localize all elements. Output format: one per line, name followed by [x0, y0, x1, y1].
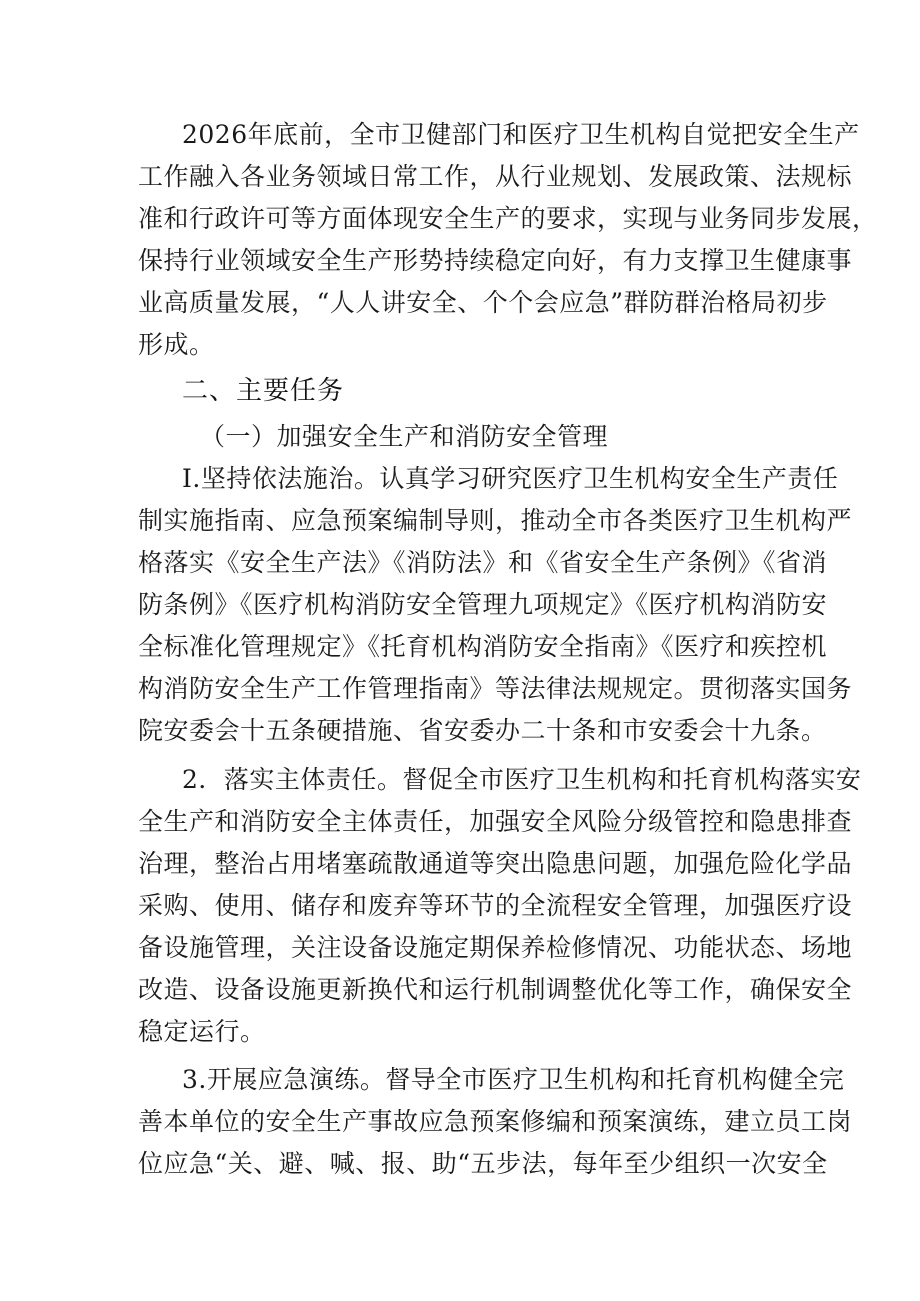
text-line: 防条例》《医疗机构消防安全管理九项规定》《医疗机构消防安	[138, 590, 828, 619]
section-heading: 二、主要任务	[182, 376, 345, 406]
text-line: 保持行业领域安全生产形势持续稳定向好，有力支撑卫生健康事	[138, 246, 853, 275]
subsection-heading: （一）加强安全生产和消防安全管理	[200, 422, 609, 451]
text-line: 位应急“关、避、喊、报、助“五步法，每年至少组织一次安全	[138, 1149, 828, 1178]
text-line: 形成。	[138, 330, 215, 359]
text-line: 治理，整治占用堵塞疏散通道等突出隐患问题，加强危险化学品	[138, 849, 853, 878]
text-line: 业高质量发展，“人人讲安全、个个会应急”群防群治格局初步	[138, 288, 828, 317]
text-line: 格落实《安全生产法》《消防法》和《省安全生产条例》《省消	[138, 548, 828, 577]
text-line: 3.开展应急演练。督导全市医疗卫生机构和托育机构健全完	[182, 1065, 845, 1094]
text-line: 工作融入各业务领域日常工作，从行业规划、发展政策、法规标	[138, 162, 853, 191]
text-line: 备设施管理，关注设备设施定期保养检修情况、功能状态、场地	[138, 933, 853, 962]
text-line: 2．落实主体责任。督促全市医疗卫生机构和托育机构落实安	[182, 765, 862, 794]
text-line: 稳定运行。	[138, 1017, 266, 1046]
text-line: 准和行政许可等方面体现安全生产的要求，实现与业务同步发展，	[138, 204, 878, 233]
text-line: 善本单位的安全生产事故应急预案修编和预案演练，建立员工岗	[138, 1107, 853, 1136]
text-line: 全标准化管理规定》《托育机构消防安全指南》《医疗和疾控机	[138, 632, 828, 661]
text-line: 院安委会十五条硬措施、省安委办二十条和市安委会十九条。	[138, 716, 827, 745]
text-line: 全生产和消防安全主体责任，加强安全风险分级管控和隐患排查	[138, 807, 853, 836]
text-line: 采购、使用、储存和废弃等环节的全流程安全管理，加强医疗设	[138, 891, 853, 920]
text-line: 2026年底前，全市卫健部门和医疗卫生机构自觉把安全生产	[182, 120, 860, 149]
text-line: 构消防安全生产工作管理指南》等法律法规规定。贯彻落实国务	[138, 674, 853, 703]
text-line: 改造、设备设施更新换代和运行机制调整优化等工作，确保安全	[138, 975, 853, 1004]
text-line: 制实施指南、应急预案编制导则，推动全市各类医疗卫生机构严	[138, 506, 853, 535]
text-line: I.坚持依法施治。认真学习研究医疗卫生机构安全生产责任	[182, 464, 839, 493]
